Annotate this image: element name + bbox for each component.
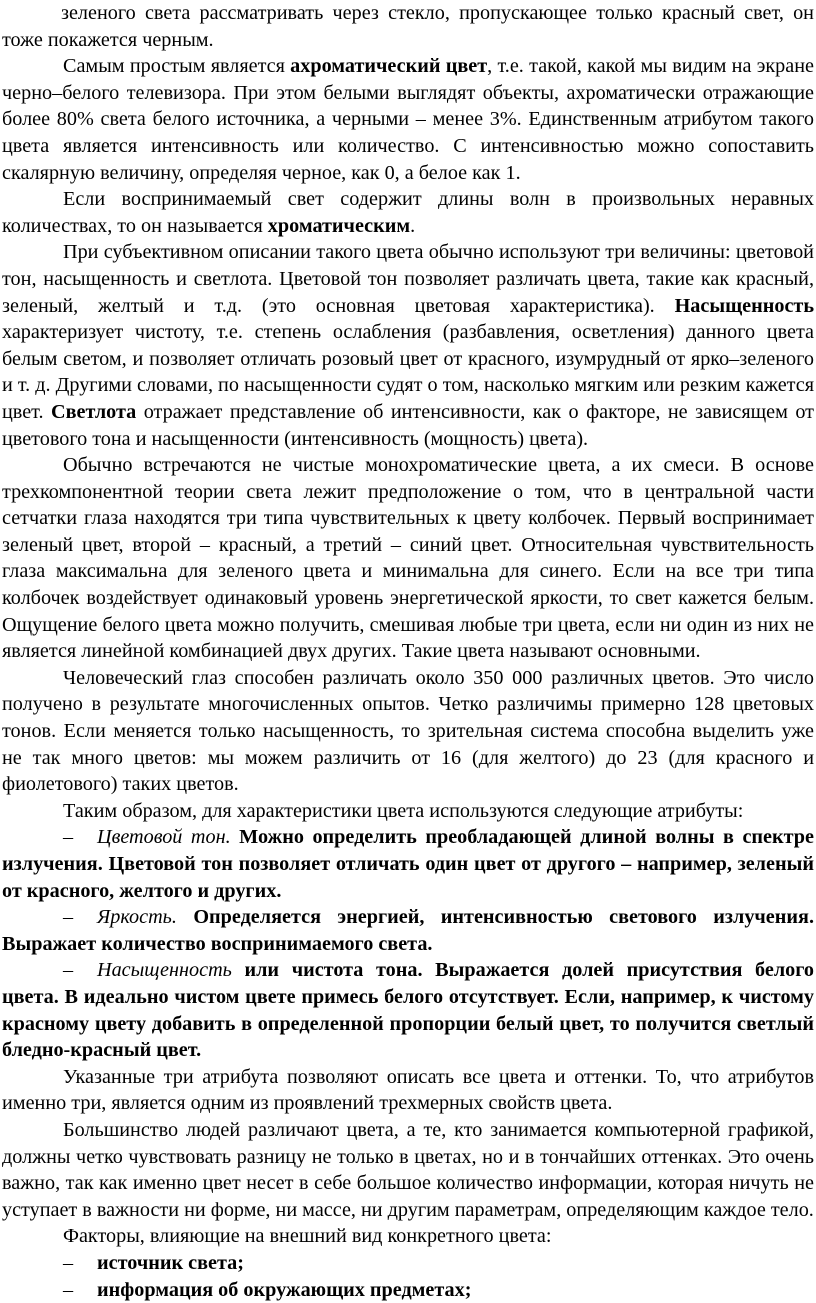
factor-text: источник света;	[97, 1252, 244, 1274]
paragraph-achromatic	[2, 53, 814, 186]
attribute-item	[2, 824, 814, 904]
text-run: отражает представление об интенсивности, как о факторе, не зависящем от цветового тона и насыщенности (интенсивность (мощность) цвета).	[2, 401, 814, 450]
paragraph-attributes-intro: Таким образом, для характеристики цвета используются следующие атрибуты:	[2, 798, 814, 825]
text-run: При субъективном описании такого цвета обычно используют три величины: цветовой тон, насыщенность и светлота. Цветовой тон позволяет различать цвета, такие как красный, зеленый, желтый и т.д. (это основная цветовая характеристика).	[2, 241, 814, 316]
text-run: Если воспринимаемый свет содержит длины волн в произвольных неравных количествах, то он называется	[2, 188, 814, 237]
paragraph-factors-intro: Факторы, влияющие на внешний вид конкретного цвета:	[2, 1223, 814, 1250]
factor-text: информация об окружающих предметах;	[97, 1279, 471, 1301]
paragraph-human-eye: Человеческий глаз способен различать около 350 000 различных цветов. Это число получено в результате многочисленных опытов. Четко различимы примерно 128 цветовых тонов. Если меняется только насыщенность, то зрительная система способна выделить уже не так много цветов: мы можем различить от 16 (для желтого) до 23 (для красного и фиолетового) таких цветов.	[2, 665, 814, 798]
attribute-term: Яркость.	[97, 906, 177, 928]
term-chromatic: хроматическим	[268, 215, 410, 237]
factors-list	[2, 1250, 814, 1303]
list-dash: –	[63, 957, 97, 984]
paragraph-continuation: зеленого света рассматривать через стекло, пропускающее только красный свет, он тоже покажется черным.	[2, 0, 814, 53]
list-dash: –	[63, 1250, 97, 1277]
text-run: характеризует чистоту, т.е. степень ослабления (разбавления, осветления) данного цвета белым светом, и позволяет отличать розовый цвет от красного, изумрудный от ярко–зеленого и т. д. Другими словами, по насыщенности судят о том, насколько мягким или резким кажется цвет.	[2, 321, 814, 423]
term-saturation: Насыщенность	[675, 295, 814, 317]
list-item	[2, 1250, 814, 1277]
attribute-item	[2, 957, 814, 1063]
term-lightness: Светлота	[51, 401, 136, 423]
attribute-description: Можно определить преобладающей длиной волны в спектре излучения. Цветовой тон позволяет отличать один цвет от другого – например, зеленый от красного, желтого и других.	[2, 826, 814, 901]
attribute-term: Насыщенность	[97, 959, 232, 981]
list-item	[2, 1277, 814, 1303]
attribute-item	[2, 904, 814, 957]
paragraph-trichromatic: Обычно встречаются не чистые монохроматические цвета, а их смеси. В основе трехкомпонентной теории света лежит предположение о том, что в центральной части сетчатки глаза находятся три типа чувствительных к цвету колбочек. Первый воспринимает зеленый цвет, второй – красный, а третий – синий цвет. Относительная чувствительность глаза максимальна для зеленого цвета и минимальна для синего. Если на все три типа колбочек воздействует одинаковый уровень энергетической яркости, то свет кажется белым. Ощущение белого цвета можно получить, смешивая любые три цвета, если ни один из них не является линейной комбинацией двух других. Такие цвета называют основными.	[2, 452, 814, 665]
paragraph-graphics: Большинство людей различают цвета, а те, кто занимается компьютерной графикой, должны четко чувствовать разницу не только в цветах, но и в тончайших оттенках. Это очень важно, так как именно цвет несет в себе большое количество информации, которая ничуть не уступает в важности ни форме, ни массе, ни другим параметрам, определяющим каждое тело.	[2, 1117, 814, 1223]
attribute-description: Определяется энергией, интенсивностью светового излучения. Выражает количество воспринимаемого света.	[2, 906, 814, 955]
list-dash: –	[63, 904, 97, 931]
term-achromatic: ахроматический цвет	[290, 55, 487, 77]
text-run: .	[410, 215, 415, 237]
attribute-description: или чистота тона. Выражается долей присутствия белого цвета. В идеально чистом цвете примесь белого отсутствует. Если, например, к чистому красному цвету добавить в определенной пропорции белый цвет, то получится светлый бледно-красный цвет.	[2, 959, 814, 1061]
text-run: Самым простым является	[63, 55, 290, 77]
text-run: , т.е. такой, какой мы видим на экране черно–белого телевизора. При этом белыми выглядят объекты, ахроматически отражающие более 80% света белого источника, а черными – менее 3%. Единственным атрибутом такого цвета является интенсивность или количество. С интенсивностью можно сопоставить скалярную величину, определяя черное, как 0, а белое как 1.	[2, 55, 814, 183]
paragraph-chromatic	[2, 186, 814, 239]
paragraph-subjective	[2, 239, 814, 452]
list-dash: –	[63, 824, 97, 851]
paragraph-three-attributes: Указанные три атрибута позволяют описать все цвета и оттенки. То, что атрибутов именно три, является одним из проявлений трехмерных свойств цвета.	[2, 1064, 814, 1117]
attribute-term: Цветовой тон.	[97, 826, 231, 848]
list-dash: –	[63, 1277, 97, 1303]
